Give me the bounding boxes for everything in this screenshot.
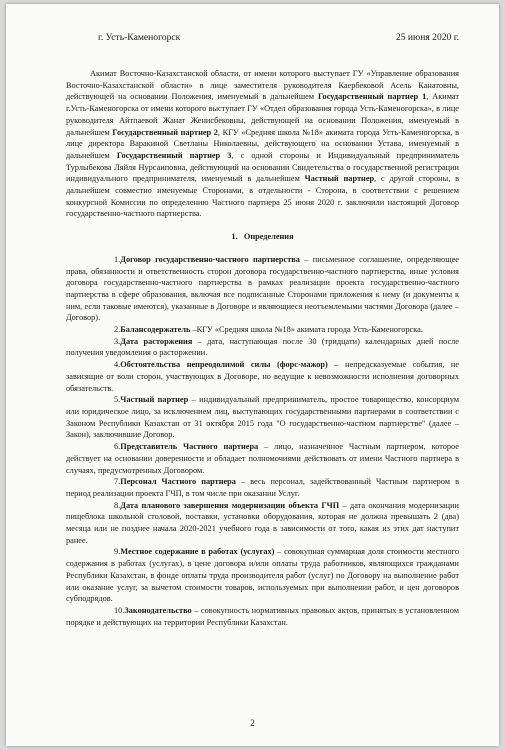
definition-term: Частный партнер (120, 395, 189, 405)
definition-item (66, 324, 459, 336)
preamble-text-4: , с одной стороны и Индивидуальный предприниматель Турлыбекова Ляйля Нурсаиповна, действующий на основании Свидетельства о государственной регистрации индивидуального предпринимателя, именуемый в дальнейшем (66, 150, 459, 184)
definition-number: 5. (114, 395, 121, 405)
definition-item (66, 254, 459, 324)
definition-text: – совокупность нормативных правовых актов, принятых в установленном порядке и действующих на территории Республики Казахстан. (66, 605, 459, 627)
document-header (98, 32, 459, 46)
preamble-text-2: , Акимат г.Усть-Каменогорска от имени которого выступает ГУ «Отдел образования города Усть-Каменогорска», в лице руководителя Айтпаевой Жанат Женисбековны, действующей на основании Положения, именуемый в дальнейшем (66, 92, 459, 137)
section-title: 1. Определения (231, 232, 294, 242)
preamble-text-5: , с другой стороны, в дальнейшем совместно именуемые Сторонами, в отдельности - Сторона, в соответствии с решением конкурсной Комиссии по определению Частного партнера 25 июня 2020 г. заключили настоящий Договор государственно-частного партнерства. (66, 174, 459, 219)
definition-term: Договор государственно-частного партнерства (120, 254, 300, 264)
definition-item (66, 546, 459, 605)
document-body (66, 68, 459, 628)
definition-item (66, 336, 459, 359)
private-partner: Частный партнер (304, 174, 375, 184)
definition-text: – лицо, назначенное Частным партнером, которое действует на основании доверенности и обладает полномочиями действовать от имени Частного партнера в случаях, предусмотренных Договором. (66, 442, 459, 475)
definition-item (66, 394, 459, 441)
definition-term: Законодательство (124, 605, 192, 615)
definition-text: – совокупная суммарная доля стоимости местного содержания в работах (услугах), в цене договора и/или оплаты труда работников, являющихся гражданами Республики Казахстан, в фонде оплаты труда производителя работ (услуг) по Договору на выполнение работ или оказание услуг, за вычетом стоимости товаров, используемых при выполнении работ, и цен договоров субподрядов. (66, 547, 459, 604)
preamble-text-3: , КГУ «Средняя школа №18» акимата города Усть-Каменогорска, в лице директора Варакиной Светланы Николаевны, действующего на основании Устава, именуемый в дальнейшем (66, 127, 459, 160)
definition-number: 6. (114, 442, 121, 452)
definition-text: – дата, наступающая после 30 (тридцати) календарных дней после получения уведомления о расторжении. (66, 336, 459, 358)
definition-term: Балансодержатель (120, 325, 191, 335)
definition-number: 8. (114, 500, 121, 510)
gov-partner-3: Государственный партнер 3 (116, 150, 232, 160)
preamble-paragraph (66, 68, 459, 220)
preamble-text-1: Акимат Восточно-Казахстанской области, от имени которого выступает ГУ «Управление образования Восточно-Казахстанской области» в лице заместителя руководителя Каербековой Асель Канатовны, действующей на основании Положения, именуемый в дальнейшем (66, 69, 459, 102)
definition-text: – письменное соглашение, определяющее права, обязанности и ответственность сторон договора государственно-частного партнерства, иные условия договора государственно-частного партнерства в рамках реализации проекта государственно-частного партнерства в сфере образования, включая все подписанные Сторонами приложения к нему (и документы к ним, если таковые имеются), указанные в Договоре и являющиеся неотъемлемыми частями Договора (далее – Договор). (66, 254, 459, 323)
definition-number: 4. (114, 360, 121, 370)
definition-number: 1. (114, 254, 121, 264)
definition-term: Персонал Частного партнера (120, 477, 236, 487)
date: 25 июня 2020 г. (395, 32, 459, 43)
definition-item (66, 500, 459, 547)
definitions-list (66, 254, 459, 629)
definition-number: 7. (114, 477, 121, 487)
document-page (6, 4, 499, 746)
definition-number: 10. (114, 605, 125, 615)
definition-item (66, 441, 459, 476)
definition-text: –КГУ «Средняя школа №18» акимата города Усть-Каменогорска. (190, 325, 423, 335)
definition-term: Местное содержание в работах (услугах) (120, 547, 275, 557)
definition-number: 2. (114, 325, 121, 335)
definition-term: Обстоятельства непреодолимой силы (форс-мажор) (120, 360, 328, 370)
definition-number: 9. (114, 547, 121, 557)
definition-term: Представитель Частного партнера (120, 442, 259, 452)
gov-partner-1: Государственный партнер 1 (318, 92, 427, 102)
definition-text: – индивидуальный предприниматель, простое товарищество, консорциум или юридическое лицо, за исключением лиц, выступающих государственными партнерами в соответствии с Законом Республики Казахстан от 31 октября 2015 года "О государственно-частном партнерстве" (далее – Закон), заключившие Договор. (66, 395, 459, 440)
definition-item (66, 476, 459, 499)
definition-term: Дата планового завершения модернизации объекта ГЧП (120, 500, 340, 510)
definition-item (66, 605, 459, 628)
definition-item (66, 359, 459, 394)
city: г. Усть-Каменогорск (98, 32, 181, 43)
definition-text: – весь персонал, задействованный Частным партнером в период реализации проекта ГЧП, в том числе при оказании Услуг. (66, 477, 459, 498)
definition-term: Дата расторжения (120, 336, 193, 346)
definition-text: – дата окончания модернизации пищеблока школьной столовой, поставки, установки оборудования, которая не должна превышать 2 (два) месяца или не позднее начала 2020-2021 учебного года в зависимости от того, какая из этих дат наступит ранее. (66, 500, 459, 545)
page-number: 2 (250, 718, 255, 728)
gov-partner-2: Государственный партнер 2 (112, 127, 218, 137)
definition-text: – непредсказуемые события, не зависящие от воли сторон, участвующих в Договоре, но ведущие к невозможности исполнения договорных обязательств. (66, 360, 460, 393)
definition-number: 3. (114, 336, 121, 346)
